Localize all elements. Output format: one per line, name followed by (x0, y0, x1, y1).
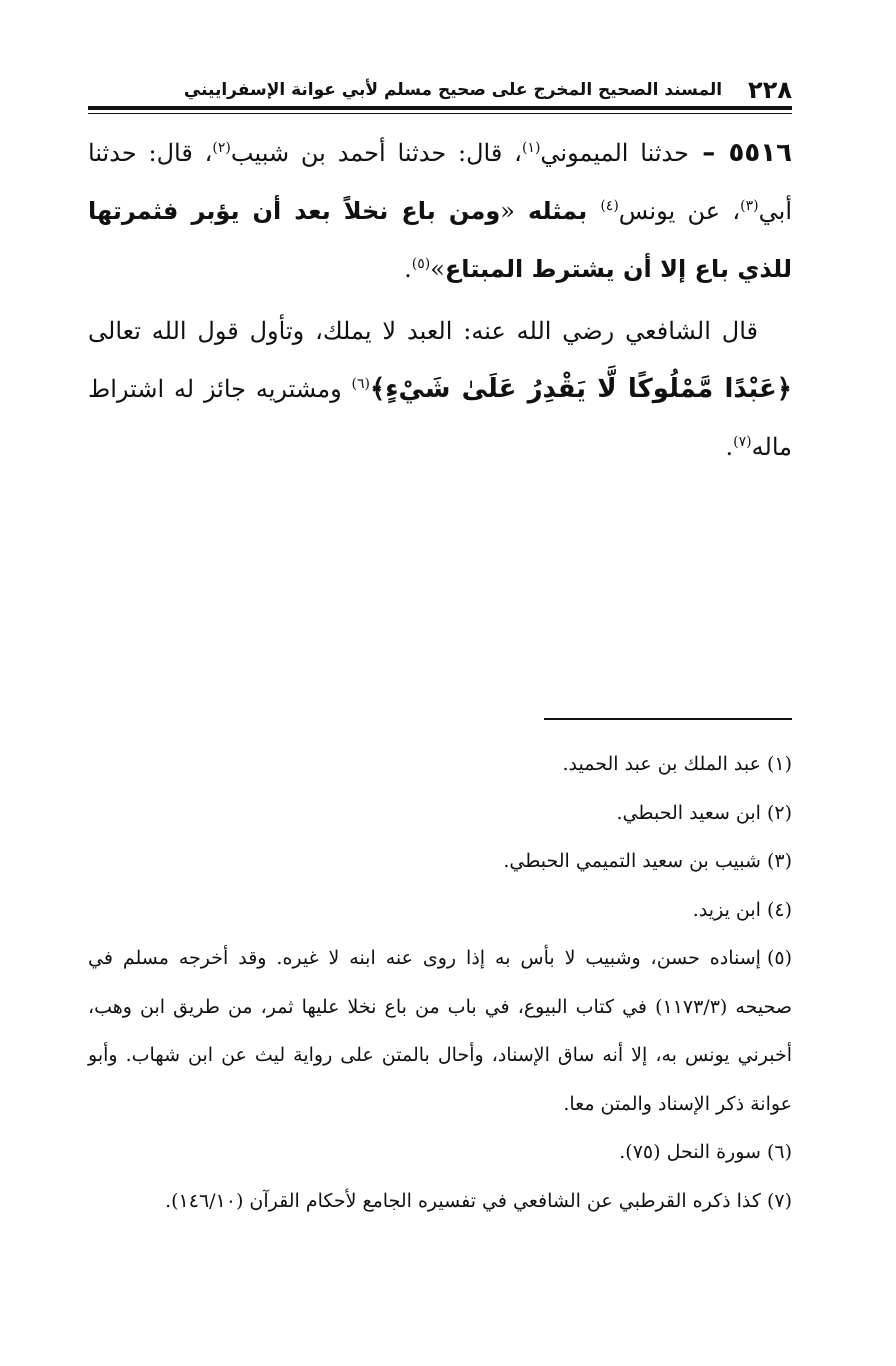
header-rule-thin (88, 113, 792, 114)
hadith-paragraph (88, 124, 792, 298)
footnote-number: (٥) (766, 947, 792, 969)
bimithlihi-text: بمثله (514, 197, 601, 225)
footnote (88, 740, 792, 789)
running-title: المسند الصحيح المخرج على صحيح مسلم لأبي عوانة الإسفراييني (183, 80, 723, 100)
footnote-number: (٤) (766, 898, 792, 921)
main-text (88, 124, 792, 476)
footnote-marker-6: (٦) (351, 376, 371, 392)
shafii-end: . (725, 433, 734, 461)
shafii-paragraph (88, 302, 792, 476)
footnote-text: سورة النحل (٧٥). (619, 1141, 761, 1163)
hadith-matn: ومن باع نخلاً بعد أن يؤبر فثمرتها للذي باع إلا أن يشترط المبتاع (88, 197, 792, 283)
footnote-number: (٦) (766, 1141, 792, 1163)
quote-close: » (430, 255, 445, 283)
footnote-marker-4: (٤) (600, 198, 619, 214)
footnote (88, 789, 792, 838)
isnad-text-4: ، عن يونس (618, 197, 741, 225)
shafii-text-2: ومشتريه جائز له اشتراط ماله (88, 375, 792, 461)
footnote-marker-5: (٥) (411, 256, 431, 272)
footnote-number: (٢) (766, 801, 792, 824)
footnote (88, 886, 792, 935)
footnote-marker-3: (٣) (740, 198, 759, 214)
footnote-text: ابن سعيد الحبطي. (616, 801, 761, 824)
quote-open: « (500, 197, 515, 225)
footnote-text: ابن يزيد. (692, 898, 761, 921)
footnote-marker-2: (٢) (212, 140, 231, 156)
footnote-number: (٧) (766, 1189, 792, 1212)
footnote-number: (٣) (766, 850, 792, 872)
shafii-text-1: قال الشافعي رضي الله عنه: العبد لا يملك، وتأول قول الله تعالى (88, 317, 758, 345)
footnote-text: عبد الملك بن عبد الحميد. (562, 753, 761, 775)
footnotes (88, 740, 792, 1225)
footnote-text: إسناده حسن، وشبيب لا بأس به إذا روى عنه ابنه لا غيره. وقد أخرجه مسلم في صحيحه (١١٧٣/٣) في كتاب البيوع، في باب من باع نخلا عليها ثمر، من طريق ابن وهب، أخبرني يونس به، إلا أنه ساق الإسناد، وأحال بالمتن على رواية ليث عن ابن شهاب. وأبو عوانة ذكر الإسناد والمتن معا. (88, 947, 792, 1115)
hadith-number: ٥٥١٦ (728, 138, 793, 168)
page-header (88, 70, 792, 104)
footnote-marker-7: (٧) (733, 434, 752, 450)
footnote (88, 837, 792, 886)
footnote (88, 934, 792, 1128)
footnote-number: (١) (766, 753, 792, 775)
footnote-text: كذا ذكره القرطبي عن الشافعي في تفسيره الجامع لأحكام القرآن (١٤٦/١٠). (165, 1189, 761, 1212)
hadith-dash: – (688, 138, 729, 168)
ayah-bracket-open: ﴿ (776, 374, 792, 404)
quran-ayah: عَبْدًا مَّمْلُوكًا لَّا يَقْدِرُ عَلَىٰ شَيْءٍ (385, 374, 777, 404)
ayah-bracket-close: ﴾ (370, 374, 386, 404)
hadith-end: . (404, 255, 412, 283)
footnote (88, 1128, 792, 1177)
isnad-text-2: ، قال: حدثنا أحمد بن شبيب (230, 139, 522, 167)
header-rule-thick (88, 106, 792, 110)
footnote-separator (544, 718, 792, 720)
footnote-marker-1: (١) (521, 140, 541, 156)
isnad-text-1: حدثنا الميموني (540, 139, 689, 167)
page-number: ٢٢٨ (748, 76, 792, 104)
footnote (88, 1177, 792, 1226)
isnad-text-3: ، قال: حدثنا أبي (88, 139, 792, 225)
footnote-text: شبيب بن سعيد التميمي الحبطي. (503, 850, 761, 872)
